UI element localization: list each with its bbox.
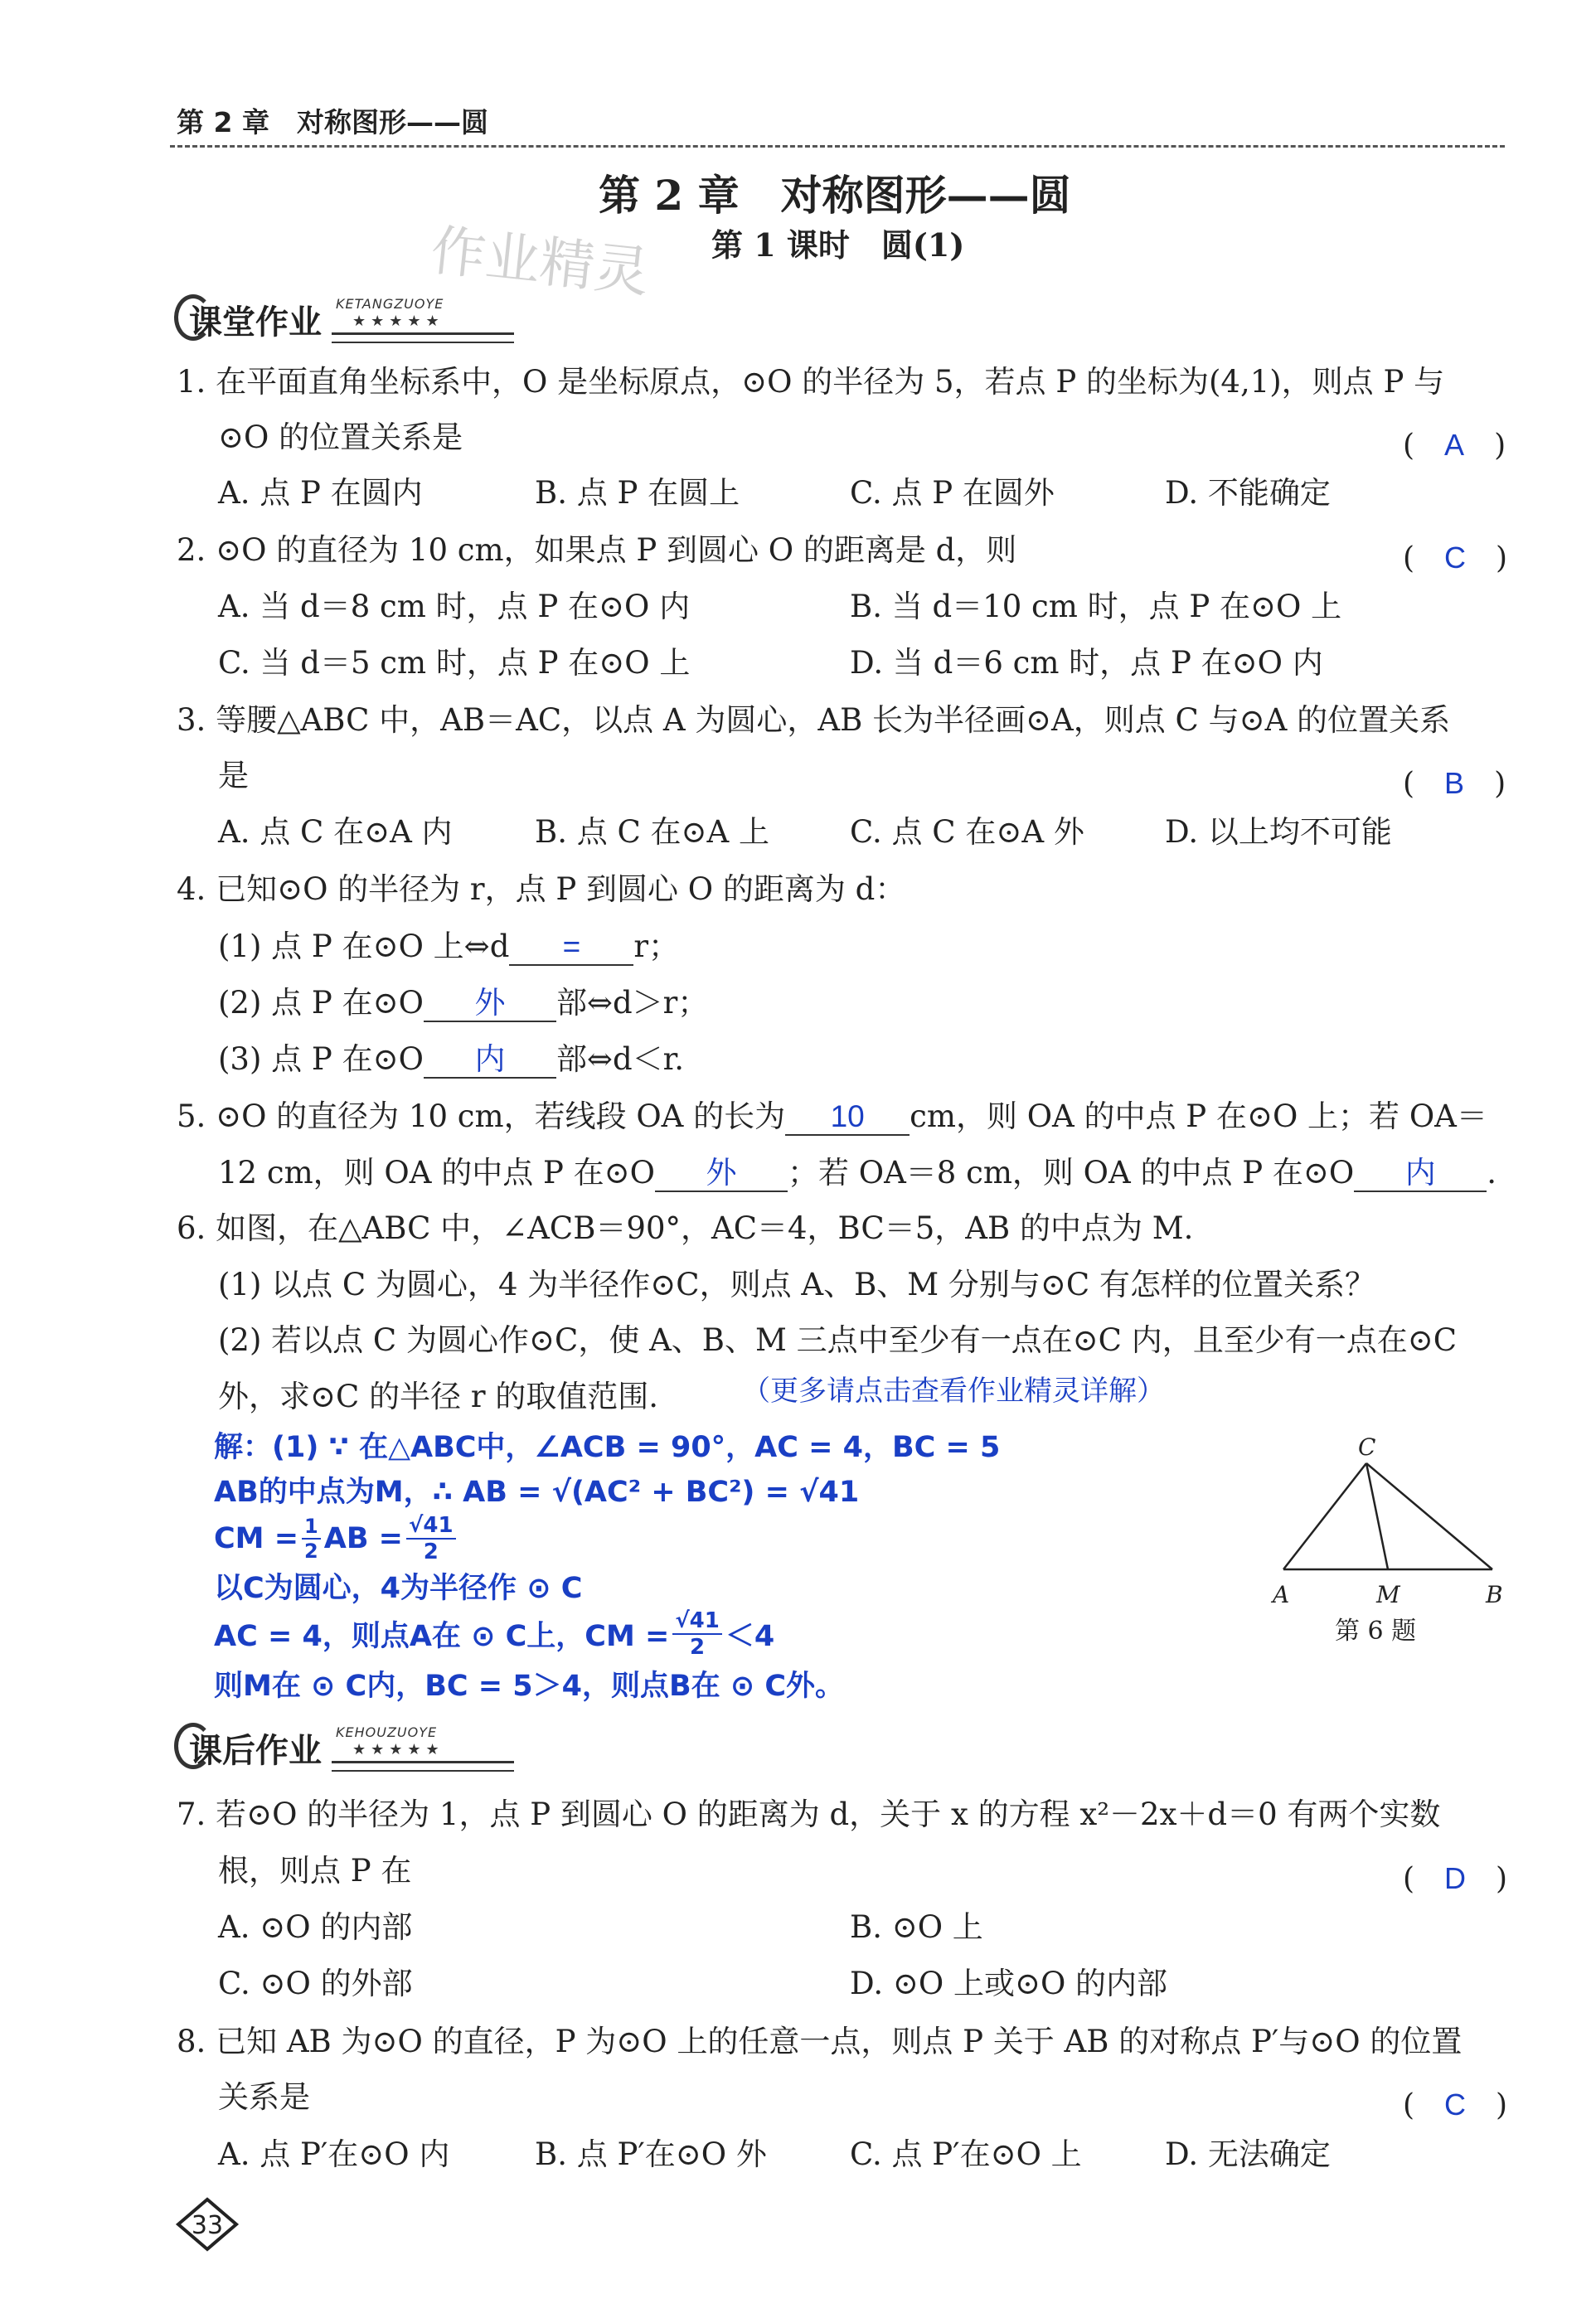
q8-line2: 关系是: [218, 2079, 310, 2115]
q8-line1: 8. 已知 AB 为⊙O 的直径，P 为⊙O 上的任意一点，则点 P 关于 AB 的对称点 P′与⊙O 的位置: [177, 2024, 1463, 2059]
section-badge-after: [174, 1723, 547, 1772]
badge-lines: [332, 332, 514, 343]
q7-answer-paren: ( D ): [1403, 1861, 1508, 1896]
q1-line2: ⊙O 的位置关系是: [218, 419, 463, 455]
q2-option-a: A. 当 d＝8 cm 时，点 P 在⊙O 内: [218, 589, 691, 624]
q8-answer-paren: ( C ): [1403, 2088, 1508, 2122]
q6-sol3-frac-num: √41: [406, 1513, 456, 1540]
q1-option-a: A. 点 P 在圆内: [218, 475, 423, 511]
q7-option-b: B. ⊙O 上: [850, 1909, 983, 1945]
q4-p1-post: r；: [633, 929, 680, 964]
q6-more-link[interactable]: （更多请点击查看作业精灵详解）: [742, 1375, 1165, 1408]
q7-line1: 7. 若⊙O 的半径为 1，点 P 到圆心 O 的距离为 d，关于 x 的方程 x²－2x＋d＝0 有两个实数: [177, 1797, 1441, 1832]
q2-answer-paren: ( C ): [1403, 541, 1508, 575]
q6-line3: (2) 若以点 C 为圆心作⊙C，使 A、B、M 三点中至少有一点在⊙C 内，且至少有一点在⊙C: [218, 1322, 1458, 1358]
badge-label: 课后作业: [189, 1731, 322, 1770]
q3-answer-paren: ( B ): [1403, 766, 1506, 801]
q1-answer-paren: ( A ): [1403, 428, 1506, 463]
fig-label-a: A: [1273, 1581, 1290, 1608]
badge-stars: ★★★★★: [352, 313, 444, 330]
q7-line2: 根，则点 P 在: [218, 1853, 412, 1889]
q8-option-b: B. 点 P′在⊙O 外: [535, 2136, 767, 2172]
q4-p2-post: 部⇔d＞r；: [555, 985, 709, 1021]
q5-line1: [177, 1100, 1487, 1136]
q3-answer: B: [1444, 766, 1465, 800]
q6-solution-5: [214, 1608, 774, 1660]
page-number: 33: [191, 2211, 224, 2240]
q2-option-d: D. 当 d＝6 cm 时，点 P 在⊙O 内: [850, 645, 1323, 681]
q1-line1: 1. 在平面直角坐标系中，O 是坐标原点，⊙O 的半径为 5，若点 P 的坐标为(4,1)，则点 P 与: [177, 364, 1445, 400]
q6-sol3-frac-den: 2: [423, 1540, 439, 1564]
running-header: 第 2 章 对称图形——圆: [177, 106, 488, 138]
q5-line2: [218, 1157, 1497, 1192]
q8-option-a: A. 点 P′在⊙O 内: [218, 2136, 450, 2172]
q2-option-b: B. 当 d＝10 cm 时，点 P 在⊙O 上: [850, 589, 1342, 624]
badge-lines: [332, 1761, 514, 1772]
badge-label: 课堂作业: [189, 303, 322, 342]
q6-sol5-frac: [672, 1608, 722, 1660]
q2-option-c: C. 当 d＝5 cm 时，点 P 在⊙O 上: [218, 645, 691, 681]
badge-sub: KETANGZUOYE: [336, 296, 444, 312]
q5-l2-pre: 12 cm，则 OA 的中点 P 在⊙O: [218, 1155, 655, 1191]
q6-solution-6: 则M在 ⊙ C内，BC = 5＞4，则点B在 ⊙ C外。: [214, 1670, 845, 1703]
q6-line4: 外，求⊙C 的半径 r 的取值范围.: [218, 1379, 659, 1414]
q6-sol5-a: AC = 4，则点A在 ⊙ C上，CM =: [214, 1620, 670, 1653]
q5-l1-blank: 10: [785, 1100, 910, 1136]
q4-part1: [218, 930, 679, 966]
q4-p3-pre: (3) 点 P 在⊙O: [218, 1041, 424, 1077]
q4-p1-pre: (1) 点 P 在⊙O 上⇔d: [218, 929, 510, 964]
q8-answer: C: [1444, 2088, 1467, 2122]
q4-p2-blank: 外: [424, 987, 556, 1022]
q7-answer: D: [1444, 1861, 1467, 1895]
q8-option-d: D. 无法确定: [1165, 2136, 1331, 2172]
q6-sol5-den: 2: [690, 1635, 706, 1660]
q3-line2: 是: [218, 758, 249, 793]
q3-option-a: A. 点 C 在⊙A 内: [218, 814, 453, 850]
section-badge-class: [174, 294, 547, 344]
q8-option-c: C. 点 P′在⊙O 上: [850, 2136, 1082, 2172]
q7-option-c: C. ⊙O 的外部: [218, 1966, 413, 2001]
q4-part3: [218, 1043, 684, 1079]
q3-option-c: C. 点 C 在⊙A 外: [850, 814, 1084, 850]
q4-p3-blank: 内: [424, 1043, 556, 1079]
q1-option-c: C. 点 P 在圆外: [850, 475, 1055, 511]
chapter-title: 第 2 章 对称图形——圆: [599, 171, 1071, 220]
fig-side-ca: [1283, 1463, 1366, 1569]
q6-solution-4: 以C为圆心，4为半径作 ⊙ C: [214, 1572, 583, 1605]
q6-solution-3: [214, 1513, 456, 1564]
fig-caption: 第 6 题: [1335, 1617, 1417, 1646]
badge-stars: ★★★★★: [352, 1741, 444, 1758]
fig-label-c: C: [1358, 1433, 1376, 1461]
q2-answer: C: [1444, 541, 1467, 575]
q2-line1: 2. ⊙O 的直径为 10 cm，如果点 P 到圆心 O 的距离是 d，则: [177, 532, 1017, 568]
fig-label-m: M: [1376, 1581, 1400, 1608]
q6-sol3-a: CM =: [214, 1522, 299, 1555]
q4-part2: [218, 987, 708, 1022]
q1-option-d: D. 不能确定: [1165, 475, 1331, 511]
q5-l2-blank1: 外: [655, 1157, 788, 1192]
q6-sol3-half-den: 2: [304, 1540, 318, 1563]
q3-line1: 3. 等腰△ABC 中，AB＝AC，以点 A 为圆心，AB 长为半径画⊙A，则点 C 与⊙A 的位置关系: [177, 702, 1451, 738]
header-divider: [170, 145, 1505, 148]
q5-l2-blank2: 内: [1354, 1157, 1487, 1192]
q3-option-b: B. 点 C 在⊙A 上: [535, 814, 770, 850]
q1-option-b: B. 点 P 在圆上: [535, 475, 740, 511]
q4-p3-post: 部⇔d＜r.: [555, 1041, 685, 1077]
page-number-badge: [170, 2195, 245, 2253]
q6-sol5-num: √41: [672, 1608, 722, 1635]
q7-option-a: A. ⊙O 的内部: [218, 1909, 413, 1945]
watermark: 作业精灵: [428, 218, 652, 305]
q6-line2: (1) 以点 C 为圆心，4 为半径作⊙C，则点 A、B、M 分别与⊙C 有怎样的位置关系？: [218, 1267, 1376, 1302]
q6-figure: [1252, 1430, 1526, 1671]
fig-label-b: B: [1486, 1581, 1503, 1608]
lesson-title: 第 1 课时 圆(1): [711, 226, 965, 264]
q6-solution-1: 解：(1) ∵ 在△ABC中，∠ACB = 90°，AC = 4，BC = 5: [214, 1431, 1001, 1464]
q4-p2-pre: (2) 点 P 在⊙O: [218, 985, 424, 1021]
q6-sol3-half-num: 1: [302, 1515, 321, 1540]
q5-l2-post: .: [1487, 1155, 1497, 1191]
badge-sub: KEHOUZUOYE: [336, 1724, 438, 1740]
q3-option-d: D. 以上均不可能: [1165, 814, 1392, 850]
q6-line1: 6. 如图，在△ABC 中，∠ACB＝90°，AC＝4，BC＝5，AB 的中点为 M.: [177, 1210, 1194, 1246]
q7-option-d: D. ⊙O 上或⊙O 的内部: [850, 1966, 1168, 2001]
q6-solution-2: AB的中点为M，∴ AB = √(AC² + BC²) = √41: [214, 1476, 860, 1509]
q6-sol3-frac: [406, 1513, 456, 1564]
q4-line1: 4. 已知⊙O 的半径为 r，点 P 到圆心 O 的距离为 d：: [177, 871, 906, 907]
q6-sol3-b: AB =: [323, 1522, 404, 1555]
q5-l1-pre: 5. ⊙O 的直径为 10 cm，若线段 OA 的长为: [177, 1098, 786, 1134]
q5-l2-mid: ；若 OA＝8 cm，则 OA 的中点 P 在⊙O: [787, 1155, 1355, 1191]
q4-p1-blank: =: [509, 930, 633, 966]
q6-sol5-b: ＜4: [725, 1620, 775, 1653]
q6-sol3-half: [302, 1515, 321, 1563]
q5-l1-post: cm，则 OA 的中点 P 在⊙O 上；若 OA＝: [910, 1098, 1487, 1134]
q1-answer: A: [1444, 428, 1465, 462]
